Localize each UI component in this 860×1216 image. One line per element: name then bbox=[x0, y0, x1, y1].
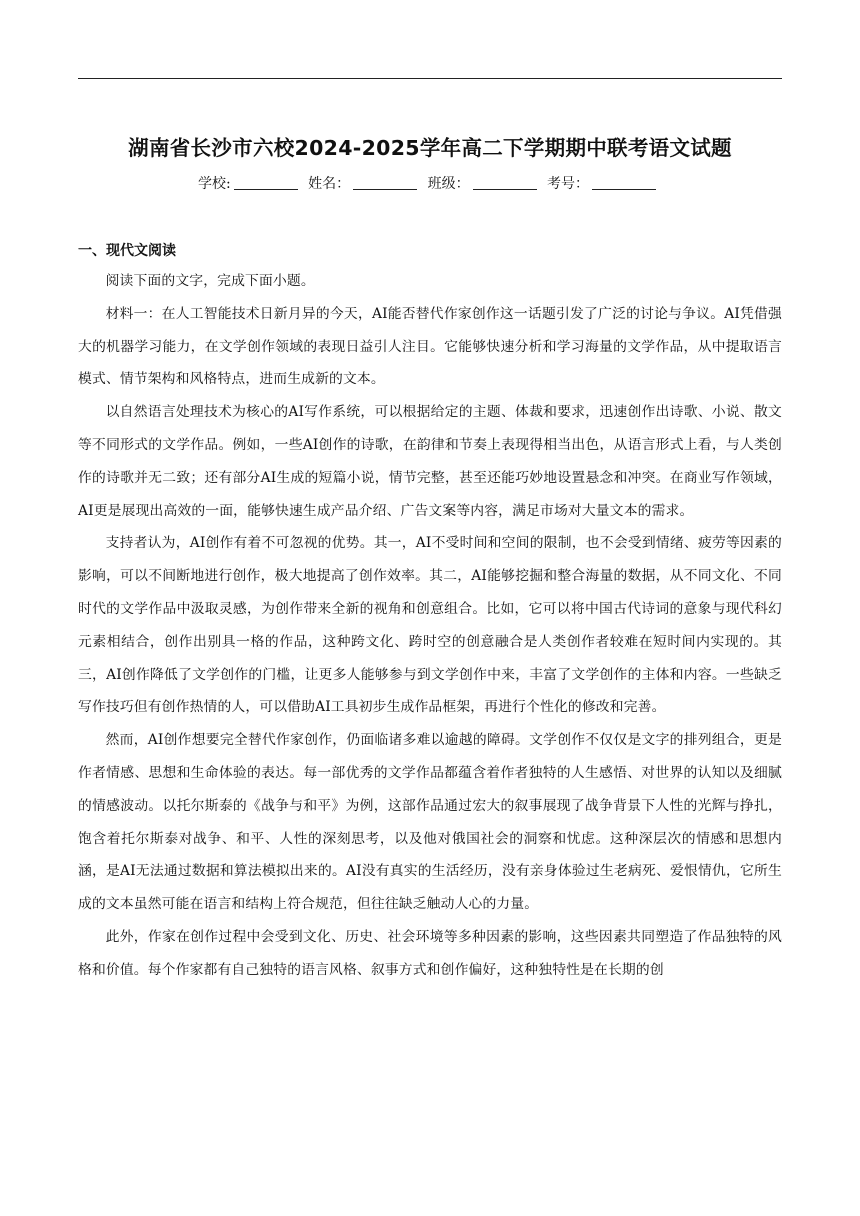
school-label: 学校: bbox=[197, 176, 231, 192]
paragraph-5: 此外，作家在创作过程中会受到文化、历史、社会环境等多种因素的影响，这些因素共同塑造了作品独特的风格和价值。每个作家都有自己独特的语言风格、叙事方式和创作偏好，这种独特性是在长期的创 bbox=[78, 928, 782, 978]
paragraph-2: 以自然语言处理技术为核心的AI写作系统，可以根据给定的主题、体裁和要求，迅速创作出诗歌、小说、散文等不同形式的文学作品。例如，一些AI创作的诗歌，在韵律和节奏上表现得相当出色，从语言形式上看，与人类创作的诗歌并无二致；还有部分AI生成的短篇小说，情节完整，甚至还能巧妙地设置悬念和冲突。在商业写作领域，AI更是展现出高效的一面，能够快速生成产品介绍、广告文案等内容，满足市场对大量文本的需求。 bbox=[78, 404, 782, 519]
reading-passage bbox=[78, 265, 782, 987]
header-rule bbox=[78, 78, 782, 79]
instruction-paragraph: 阅读下面的文字，完成下面小题。 bbox=[105, 273, 315, 289]
school-blank[interactable] bbox=[234, 175, 298, 190]
name-label: 姓名： bbox=[308, 176, 351, 192]
class-blank[interactable] bbox=[473, 175, 537, 190]
paragraph-1: 材料一：在人工智能技术日新月异的今天，AI能否替代作家创作这一话题引发了广泛的讨论与争议。AI凭借强大的机器学习能力，在文学创作领域的表现日益引人注目。它能够快速分析和学习海量的文学作品，从中提取语言模式、情节架构和风格特点，进而生成新的文本。 bbox=[78, 305, 782, 388]
section-heading: 一、现代文阅读 bbox=[78, 243, 176, 259]
exam-number-label: 考号： bbox=[547, 176, 590, 192]
exam-number-blank[interactable] bbox=[592, 175, 656, 190]
document-title: 湖南省长沙市六校2024-2025学年高二下学期期中联考语文试题 bbox=[128, 136, 732, 160]
class-label: 班级： bbox=[427, 176, 470, 192]
student-info-line bbox=[78, 172, 782, 196]
name-blank[interactable] bbox=[353, 175, 417, 190]
paragraph-3: 支持者认为，AI创作有着不可忽视的优势。其一，AI不受时间和空间的限制，也不会受到情绪、疲劳等因素的影响，可以不间断地进行创作，极大地提高了创作效率。其二，AI能够挖掘和整合海量的数据，从不同文化、不同时代的文学作品中汲取灵感，为创作带来全新的视角和创意组合。比如，它可以将中国古代诗词的意象与现代科幻元素相结合，创作出别具一格的作品，这种跨文化、跨时空的创意融合是人类创作者较难在短时间内实现的。其三，AI创作降低了文学创作的门槛，让更多人能够参与到文学创作中来，丰富了文学创作的主体和内容。一些缺乏写作技巧但有创作热情的人，可以借助AI工具初步生成作品框架，再进行个性化的修改和完善。 bbox=[78, 535, 782, 716]
paragraph-4: 然而，AI创作想要完全替代作家创作，仍面临诸多难以逾越的障碍。文学创作不仅仅是文字的排列组合，更是作者情感、思想和生命体验的表达。每一部优秀的文学作品都蕴含着作者独特的人生感悟、对世界的认知以及细腻的情感波动。以托尔斯泰的《战争与和平》为例，这部作品通过宏大的叙事展现了战争背景下人性的光辉与挣扎，饱含着托尔斯泰对战争、和平、人性的深刻思考，以及他对俄国社会的洞察和忧虑。这种深层次的情感和思想内涵，是AI无法通过数据和算法模拟出来的。AI没有真实的生活经历，没有亲身体验过生老病死、爱恨情仇，它所生成的文本虽然可能在语言和结构上符合规范，但往往缺乏触动人心的力量。 bbox=[78, 732, 782, 913]
